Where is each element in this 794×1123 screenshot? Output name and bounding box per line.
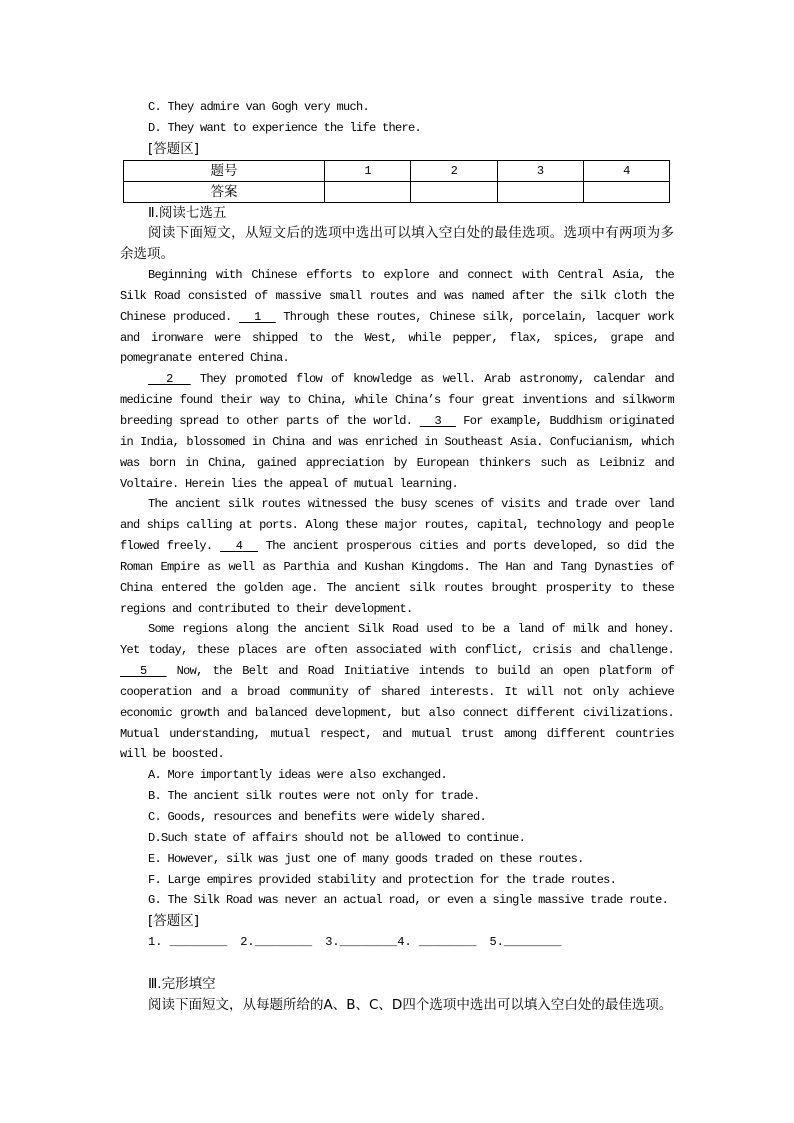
section-3-instruction: 阅读下面短文，从每题所给的A、B、C、D四个选项中选出可以填入空白处的最佳选项。 [148, 996, 673, 1013]
answer-blank-1: 1. ________ [148, 935, 228, 950]
blank-number: 3 [434, 413, 442, 428]
answer-header: 答案 [124, 181, 325, 202]
line-text: For example, Buddhism originated [463, 413, 674, 428]
answer-area-label: [答题区] [148, 913, 200, 930]
passage-p1-line-4: and ironware were shipped to the West, while pepper, flax, spices, grape and [120, 330, 674, 345]
blank-2 [148, 372, 191, 386]
answer-blank-3: 3.________ [325, 935, 398, 950]
blank-1 [239, 310, 276, 324]
blank-3 [420, 414, 456, 428]
passage-p2-line-2: medicine found their way to China, while China’s four great inventions and silkworm [120, 393, 674, 408]
passage-p1-line-3 [120, 307, 674, 328]
passage-p3-line-2: and ships calling at ports. Along these major routes, capital, technology and people [120, 518, 674, 533]
option-c: C. They admire van Gogh very much. [148, 100, 370, 114]
option-b: B. The ancient silk routes were not only for trade. [148, 789, 480, 804]
passage-p4-line-6: Mutual understanding, mutual respect, and mutual trust among different countries [120, 726, 674, 741]
passage-p1-line-2: Silk Road consisted of massive small routes and was named after the silk cloth the [120, 288, 674, 303]
line-text: They promoted flow of knowledge as well. Arab astronomy, calendar and [199, 372, 674, 387]
table-row-numbers [124, 160, 670, 181]
option-c: C. Goods, resources and benefits were widely shared. [148, 810, 487, 824]
blank-number: 5 [140, 664, 147, 679]
blank-4 [220, 539, 258, 553]
passage-p4-line-5: economic growth and balanced development, but also connect different civilizations. [120, 705, 674, 720]
answer-blanks-line [120, 932, 674, 953]
page-content [120, 97, 674, 1015]
answer-cell [411, 181, 497, 202]
question-number: 2 [411, 160, 497, 181]
passage-p1-line-5: pomegranate entered China. [120, 351, 290, 366]
passage-p2-line-1 [120, 369, 674, 390]
question-number: 4 [583, 160, 669, 181]
passage-p4-line-7: will be boosted. [120, 747, 225, 762]
passage-p4-line-4: cooperation and a broad community of shared interests. It will not only achieve [120, 684, 674, 699]
option-e: E. However, silk was just one of many goods traded on these routes. [148, 851, 584, 866]
question-number: 1 [325, 160, 411, 181]
line-text: Through these routes, Chinese silk, porcelain, lacquer work [283, 309, 674, 324]
blank-number: 4 [235, 539, 243, 554]
blank-number: 1 [254, 309, 261, 324]
answer-cell [583, 181, 669, 202]
section-2-instruction-line-2: 余选项。 [120, 246, 174, 263]
option-d: D.Such state of affairs should not be allowed to continue. [148, 830, 526, 845]
option-d: D. They want to experience the life there. [148, 120, 422, 135]
answer-blank-2: 2.________ [240, 935, 313, 950]
passage-p4-line-1: Some regions along the ancient Silk Road used to be a land of milk and honey. [148, 622, 674, 637]
passage-p3-line-5: China entered the golden age. The ancient silk routes brought prosperity to these [120, 580, 674, 595]
passage-p3-line-1: The ancient silk routes witnessed the busy scenes of visits and trade over land [148, 497, 674, 512]
line-text: Chinese produced. [120, 309, 232, 324]
passage-p2-line-5: was born in China, gained appreciation by European thinkers such as Leibniz and [120, 455, 674, 470]
table-row-answers [124, 181, 670, 202]
line-text: flowed freely. [120, 539, 213, 554]
passage-p3-line-6: regions and contributed to their development. [120, 601, 413, 616]
passage-p3-line-4: Roman Empire as well as Parthia and Kushan Kingdoms. The Han and Tang Dynasties of [120, 559, 674, 574]
passage-p4-line-2: Yet today, these places are often associated with conflict, crisis and challenge. [120, 643, 674, 658]
passage-p3-line-3 [120, 536, 674, 557]
section-2-heading: Ⅱ.阅读七选五 [148, 204, 227, 221]
line-text: The ancient prosperous cities and ports developed, so did the [265, 539, 674, 554]
answer-table [123, 160, 670, 203]
passage-p1-line-1: Beginning with Chinese efforts to explore and connect with Central Asia, the [148, 268, 674, 283]
line-text: breeding spread to other parts of the world. [120, 413, 413, 428]
question-number-header: 题号 [124, 160, 325, 181]
answer-cell [325, 181, 411, 202]
question-number: 3 [497, 160, 583, 181]
passage-p2-line-3 [120, 411, 674, 432]
passage-p2-line-6: Voltaire. Herein lies the appeal of mutual learning. [120, 476, 459, 491]
option-f: F. Large empires provided stability and protection for the trade routes. [148, 872, 617, 887]
section-3-heading: Ⅲ.完形填空 [148, 975, 216, 992]
option-a: A. More importantly ideas were also exchanged. [148, 768, 448, 783]
passage-p2-line-4: in India, blossomed in China and was enriched in Southeast Asia. Confucianism, which [120, 434, 674, 449]
option-g: G. The Silk Road was never an actual road, or even a single massive trade route. [148, 893, 669, 908]
answer-blank-4: 4. ________ [397, 935, 477, 950]
answer-cell [497, 181, 583, 202]
passage-p4-line-3 [120, 661, 674, 682]
line-text: Now, the Belt and Road Initiative intends to build an open platform of [176, 664, 674, 679]
answer-area-label: [答题区] [148, 140, 200, 157]
section-2-instruction-line-1: 阅读下面短文，从短文后的选项中选出可以填入空白处的最佳选项。选项中有两项为多 [148, 225, 674, 242]
blank-number: 2 [166, 372, 173, 387]
answer-blank-5: 5.________ [489, 935, 562, 950]
spacer [120, 953, 674, 974]
blank-5 [120, 664, 167, 678]
